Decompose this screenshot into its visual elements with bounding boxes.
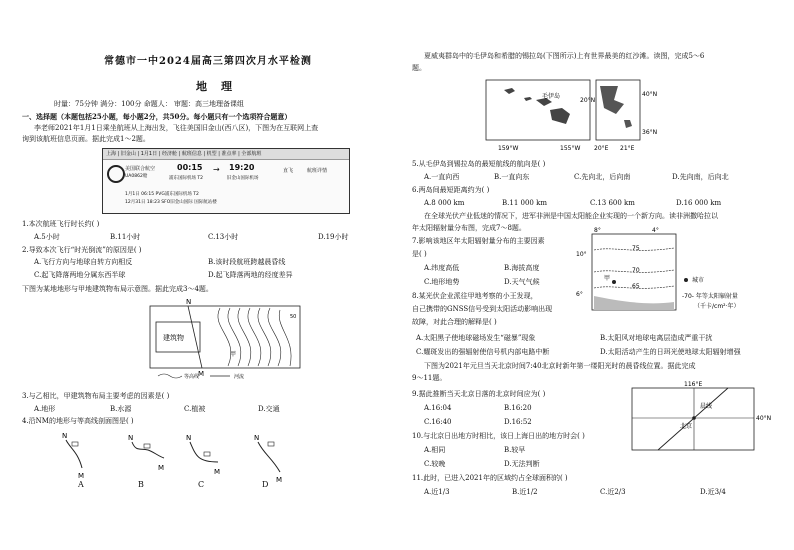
building-label: 建筑物 — [163, 334, 184, 342]
q10-option-b: B.较早 — [504, 446, 526, 454]
q5-option-b: B.一直向东 — [494, 173, 530, 181]
maui-label: 毛伊岛 — [542, 93, 561, 100]
profile-letter-c: C — [198, 480, 205, 489]
q10-option-c: C.较晚 — [424, 460, 446, 468]
flight-detail-link: 航班详情 — [307, 168, 328, 174]
lon-116e-label: 116°E — [684, 381, 703, 388]
q11-option-a: A.近1/3 — [424, 488, 450, 496]
arrow-icon: → — [213, 165, 220, 174]
direct-label: 直飞 — [283, 168, 294, 174]
profile-letter-a: A — [78, 480, 84, 489]
q1-option-d: D.19小时 — [318, 233, 349, 241]
q6-option-d: D.16 000 km — [676, 199, 722, 207]
profile-a — [62, 432, 84, 480]
svg-text:N: N — [186, 434, 192, 442]
q1-option-a: A.5小时 — [34, 233, 60, 241]
lon-155w-label: 155°W — [560, 145, 581, 152]
q2-stem: 2.导致本次飞行“时光倒流”的原因是( ) — [22, 246, 142, 254]
q9-stem: 9.据此推断当天北京日落的北京时间应为( ) — [412, 390, 546, 398]
point-m-label: M — [198, 370, 205, 378]
q7-option-c: C.地形地势 — [424, 278, 460, 286]
q11-stem: 11.此时，已进入2021年的区域约占全球面积的( ) — [412, 474, 568, 482]
intro-paragraph-5a: 下图为2021年元旦当天北京时间7:40北京时新年第一缕阳光时的晨昏线位置。据此完成 — [424, 362, 696, 370]
exam-title: 常德市一中2024届高三第四次月水平检测 — [104, 56, 312, 67]
lat-6-label: 6° — [576, 291, 583, 298]
intro-paragraph-5b: 9～11题。 — [412, 374, 447, 382]
q8-stem-c: 故障，对此合理的解释是( ) — [412, 318, 497, 326]
intro-paragraph-4b: 年太阳辐射量分布图，完成7～8题。 — [412, 224, 526, 232]
iso-70-label: 70 — [632, 267, 640, 274]
intro-paragraph-4a: 在全球光伏产业低迷的情况下，进军非洲是中国太阳能企业实现的一个新方向。读非洲撒哈拉以 — [424, 212, 718, 220]
svg-text:N: N — [254, 434, 260, 442]
iso-75-label: 75 — [632, 245, 640, 252]
q4-stem: 4.沿NM的地形与等高线剖面图是( ) — [22, 417, 134, 425]
lon-21e-label: 21°E — [620, 145, 635, 152]
jia-label: 甲 — [230, 351, 237, 358]
right-column — [404, 0, 784, 550]
q2-option-a: A.飞行方向与地球自转方向相反 — [34, 258, 133, 266]
lat-20n-label: 20°N — [580, 97, 596, 104]
svg-text:N: N — [62, 432, 68, 440]
q5-stem: 5.从毛伊岛到锡拉岛的最短航线的航向是( ) — [412, 160, 546, 168]
svg-text:M: M — [276, 476, 283, 484]
q2-option-b: B.该时段航班跨越晨昏线 — [208, 258, 286, 266]
q3-stem: 3.与乙相比，甲建筑物布局主要考虑的因素是( ) — [22, 392, 170, 400]
q8-stem-a: 8.某光伏企业派往甲地考察的小王发现， — [412, 292, 538, 300]
q11-option-d: D.近3/4 — [700, 488, 726, 496]
profile-d — [254, 434, 282, 484]
profile-letter-d: D — [262, 480, 269, 489]
q9-option-d: D.16:52 — [504, 418, 532, 426]
q11-option-b: B.近1/2 — [512, 488, 538, 496]
q8-option-c: C.耀斑发出的强辐射使信号机内部电路中断 — [416, 348, 550, 356]
flight-number: UA0862舱 — [125, 174, 148, 179]
point-n-label: N — [186, 298, 192, 306]
exam-meta: 时量：75分钟 满分：100分 命题人： 审题：高三地理备课组 — [54, 100, 244, 108]
arrival-time: 19:20 — [229, 163, 255, 172]
q1-option-c: C.13小时 — [208, 233, 239, 241]
intro-paragraph-3b: 题。 — [412, 64, 426, 72]
profile-c — [186, 434, 220, 476]
intro-paragraph-2: 下图为某地地形与甲地建筑物布局示意图。据此完成3～4题。 — [22, 285, 213, 293]
iso-65-label: 65 — [632, 283, 640, 290]
departure-time: 00:15 — [177, 163, 203, 172]
q3-option-b: B.水源 — [110, 405, 132, 413]
profile-letter-b: B — [138, 480, 144, 489]
lat-36n-label: 36°N — [642, 129, 658, 136]
lon-8-label: 8° — [594, 227, 601, 234]
ticket-row-1: 1月1日 06:15 PVG浦东国际机场 T2 — [125, 192, 199, 197]
q11-option-c: C.近2/3 — [600, 488, 626, 496]
lat-10-label: 10° — [576, 251, 587, 258]
q2-option-d: D.起飞降落两地的经度差异 — [208, 271, 293, 279]
islands-map — [484, 76, 664, 152]
contour-value: 50 — [290, 314, 297, 320]
q5-option-a: A.一直向西 — [424, 173, 460, 181]
lat-40n-label: 40°N — [642, 91, 658, 98]
lat-40n-label-bj: 40°N — [756, 415, 772, 422]
legend-river: 河流 — [234, 374, 245, 380]
profile-options-figure — [48, 428, 288, 498]
q10-stem: 10.与北京日出地方时相比，该日上海日出的地方时会( ) — [412, 432, 585, 440]
q1-option-b: B.11小时 — [110, 233, 141, 241]
subject-title: 地理 — [196, 80, 246, 93]
ticket-row-2: 12月31日 18:23 SFO旧金山国际 国际航站楼 — [125, 200, 217, 205]
q6-stem: 6.两岛间最短距离约为( ) — [412, 186, 490, 194]
lon-20e-label: 20°E — [594, 145, 609, 152]
q9-option-c: C.16:40 — [424, 418, 452, 426]
q6-option-c: C.13 600 km — [590, 199, 635, 207]
q9-option-a: A.16:04 — [424, 404, 452, 412]
legend-unit: （千卡/cm²·年） — [694, 303, 740, 310]
q7-stem-cont: 是( ) — [412, 250, 427, 258]
terrain-map — [110, 298, 310, 388]
q10-option-d: D.无法判断 — [504, 460, 540, 468]
q7-option-d: D.天气气候 — [504, 278, 540, 286]
q8-option-b: B.太阳风对地球电离层造成严重干扰 — [600, 334, 713, 342]
q1-stem: 1.本次航班飞行时长约( ) — [22, 220, 100, 228]
airline-logo-icon — [107, 165, 125, 183]
q5-option-d: D.先向南，后向北 — [672, 173, 729, 181]
q7-stem: 7.影响该地区年太阳辐射量分布的主要因素 — [412, 237, 545, 245]
svg-text:M: M — [78, 472, 85, 480]
q5-option-c: C.先向北，后向南 — [574, 173, 631, 181]
departure-airport: 浦东国际机场 T2 — [169, 176, 204, 181]
dawn-line-label: 晨线 — [700, 403, 713, 410]
intro-paragraph-1a: 李老师2021年1月1日乘坐航班从上海出发，飞往美国旧金山(西八区)，下图为在互联网上查 — [34, 124, 319, 132]
q2-option-c: C.起飞降落两地分属东西半球 — [34, 271, 126, 279]
radiation-map — [574, 226, 784, 318]
svg-text:N: N — [128, 434, 134, 442]
q10-option-a: A.相同 — [424, 446, 446, 454]
q7-option-a: A.纬度高低 — [424, 264, 460, 272]
beijing-city-label: 北京 — [680, 423, 693, 430]
left-column — [18, 0, 398, 550]
intro-paragraph-1b: 询到该航班信息页面。据此完成1～2题。 — [22, 135, 150, 143]
legend-isoline: -70- 年等太阳辐射量 — [682, 293, 738, 300]
q3-option-a: A.地形 — [34, 405, 56, 413]
legend-city: 城市 — [692, 277, 705, 284]
legend-contour: 等高线 — [184, 374, 200, 380]
flight-ticket-image — [102, 148, 350, 214]
q9-option-b: B.16:20 — [504, 404, 532, 412]
lon-159w-label: 159°W — [498, 145, 519, 152]
svg-text:M: M — [214, 468, 221, 476]
intro-paragraph-3a: 夏威夷群岛中的毛伊岛和希腊的锡拉岛(下图所示)上有世界最美的红沙滩。读图，完成5～6 — [424, 52, 705, 60]
jia-point-label: 甲 — [604, 275, 611, 282]
beijing-dawn-map — [628, 378, 778, 458]
profile-b — [128, 434, 164, 472]
airline-name: 美国联合航空 — [125, 166, 156, 172]
q7-option-b: B.海拔高度 — [504, 264, 540, 272]
q3-option-c: C.植被 — [184, 405, 206, 413]
q6-option-a: A.8 000 km — [424, 199, 465, 207]
q3-option-d: D.交通 — [258, 405, 280, 413]
q8-option-a: A.太阳黑子使地球磁场发生“磁暴”现象 — [416, 334, 536, 342]
q6-option-b: B.11 000 km — [502, 199, 547, 207]
svg-text:M: M — [158, 464, 165, 472]
section-one-heading: 一、选择题（本题包括25小题，每小题2分，共50分。每小题只有一个选项符合题意） — [22, 112, 292, 121]
lon-4-label: 4° — [652, 227, 659, 234]
q8-stem-b: 自己携带的GNSS信号受到太阳活动影响出现 — [412, 305, 553, 313]
q8-option-d: D.太阳活动产生的日珥光使地球太阳辐射增强 — [600, 348, 741, 356]
arrival-airport: 旧金山国际机场 — [227, 176, 259, 181]
ticket-top-bar: 上海 | 旧金山 | 1月1日 | 经济舱 | 航班信息 | 机型 | 准点率 | 全部航班 — [103, 149, 349, 160]
